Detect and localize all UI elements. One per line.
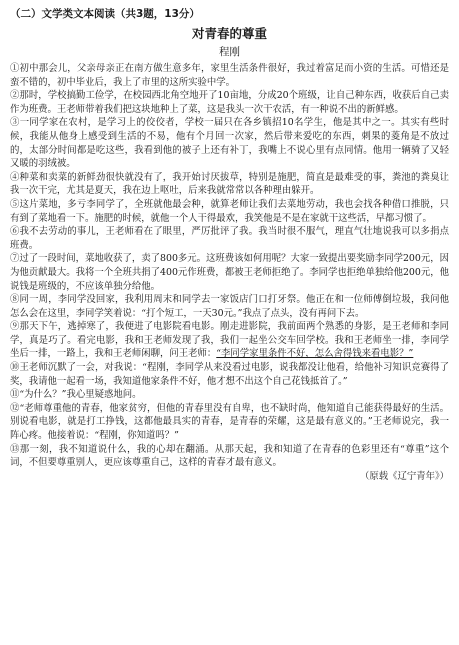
paragraph-7: ⑦过了一段时间，菜地收获了，卖了800多元。这班费该如何用呢？大家一致提出要奖励李同学200元，因为他贡献最大。我将一个全班共捐了400元作班费，都被王老师拒绝了。李同学也拒绝单独给他200元，他说钱是班级的，不应该单独分给他。	[10, 253, 449, 292]
source-note: （原载《辽宁青年》）	[359, 470, 449, 482]
paragraph-2: ②那时，学校搞勤工俭学，在校园西北角空地开了10亩地，分成20个班级，让自己种东西，收获后自己卖作为班费。王老师带着我们把这块地种上了菜，这是我头一次干农活，有一种说不出的新鲜感。	[10, 90, 449, 115]
article-title: 对青春的尊重	[191, 26, 267, 41]
article-author: 程刚	[219, 46, 240, 58]
paragraph-1: ①初中那会儿，父亲母亲正在南方做生意多年，家里生活条件很好，我过着富足而小资的生活。可惜还是蛮不错的，初中毕业后，我上了市里的这所实验中学。	[10, 63, 449, 88]
paragraph-5: ⑤这片菜地，多亏李同学了，全班就他最会种，就算老师让我们去菜地劳动，我也会找各种借口推脱，只有到了菜地看一下。施肥的时候，就他一个人干得最欢，我笑他是不是在家就干这些活，早都习惯了。	[10, 198, 449, 224]
paragraph-3: ③一同学家在农村，是学习上的佼佼者，学校一届只在各乡镇招10名学生，他是其中之一。其实有些时候，我能从他身上感受到生活的不易，他有个月回一次家，然后带来爱吃的东西，刺果的菱角是不放过的，太部分时间都是吃这些，我看到他的被子上还有补丁，我嘴上不说心里有点同情。他用一辆骑了又轻又暖的羽绒被。	[10, 117, 449, 170]
paragraph-6: ⑥我不去劳动的事儿，王老师看在了眼里，严厉批评了我。我当时很不服气，理直气壮地说我可以多捐点班费。	[10, 226, 449, 251]
paragraph-10: ⑩王老师沉默了一会，对我说：“程刚，李同学从来没看过电影，说我都没让他看，给他补习知识竞赛得了奖，我请他一起看一场，我知道他家条件不好，他才想不出这个自己花钱抵首了。”	[10, 362, 449, 387]
section-heading: （二）文学类文本阅读（共3题，13分）	[10, 8, 200, 20]
paragraph-11: ⑪“为什么？”我心里疑惑地问。	[10, 389, 142, 401]
paragraph-12: ⑫“老师尊重他的青春，他家贫穷，但他的青春里没有自卑，也不缺时尚，他知道自己能获得最好的生活。别说看电影，就是打工挣钱，这都他最具实的青春，是青春的荣耀，这是最有意义的。”王老师说完，我一阵心疼。他接着说：“程刚，你知道吗？”	[10, 402, 449, 442]
paragraph-8: ⑧同一周，李同学没回家，我利用周末和同学去一家饭店门口打牙祭。他正在和一位师傅倒垃圾，我问他怎么会在这里，李同学笑着说：“打个短工，一天30元。”我点了点头，没有再问下去。	[10, 294, 449, 319]
paragraph-13: ⑬那一刻，我不知道说什么，我的心却在翻涌。从那天起，我和知道了在青春的色彩里还有“尊重”这个词，不但要尊重别人，更应该尊重自己，这样的青春才最有意义。	[10, 443, 449, 469]
article-body	[10, 62, 449, 470]
paragraph-4: ④种菜和卖菜的新鲜劲很快就没有了，我开始讨厌拔草，特别是施肥，简直是最难受的事，粪池的粪臭让我一次干完，尤其是夏天，我在边上呕吐，后来我就常常以各种理由躲开。	[10, 171, 449, 197]
paragraph-9: ⑨那天下午，逃掉寒了，我便进了电影院看电影。刚走进影院，我前面两个熟悉的身影，是王老师和李同学，真是巧了。看完电影，我和王老师发现了我，我们一起坐公交车回学校。我和王老师坐一排，李同学坐后一排，一路上，我和王老师闲聊，问王老师：“李同学家里条件不好，怎么舍得钱来看电影？”	[10, 321, 449, 360]
underlined-question: “李同学家里条件不好，怎么舍得钱来看电影？”	[216, 348, 414, 360]
